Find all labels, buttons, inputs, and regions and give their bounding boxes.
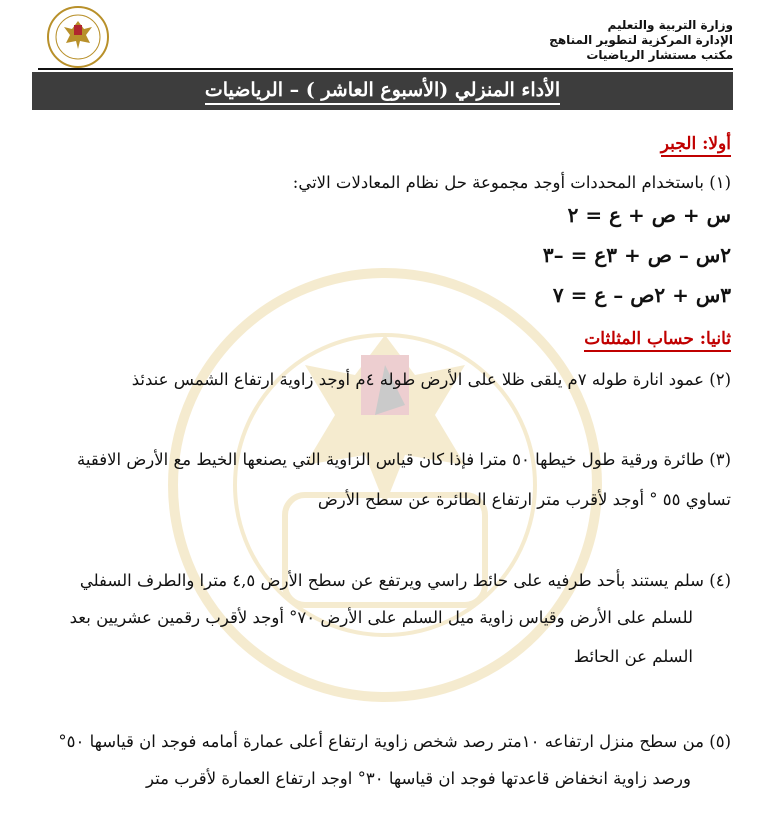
page-title: الأداء المنزلي (الأسبوع العاشر ) – الرياضيات	[205, 78, 560, 105]
question-2: (٢) عمود انارة طوله ٧م يلقى ظلا على الأرض طوله ٤م أوجد زاوية ارتفاع الشمس عندئذ	[131, 370, 731, 389]
question-5-line-1: (٥) من سطح منزل ارتفاعه ١٠متر رصد شخص زاوية ارتفاع أعلى عمارة أمامه فوجد ان قياسها ٥٠°	[58, 732, 731, 751]
header-rule	[38, 68, 733, 70]
section-heading-trigonometry: ثانيا: حساب المثلثات	[584, 328, 731, 352]
title-bar	[32, 72, 733, 110]
question-3-line-1: (٣) طائرة ورقية طول خيطها ٥٠ مترا فإذا كان قياس الزاوية التي يصنعها الخيط مع الأرض الافقية	[77, 450, 731, 469]
question-4-line-3: السلم عن الحائط	[573, 647, 693, 666]
ministry-name: وزارة التربية والتعليم	[607, 18, 733, 32]
ministry-seal-icon	[40, 5, 116, 69]
equation-1: س + ص + ع = ٢	[567, 203, 731, 227]
question-3-line-2: تساوي ٥٥ ° أوجد لأقرب متر ارتفاع الطائرة عن سطح الأرض	[317, 490, 731, 509]
department-name: الإدارة المركزية لتطوير المناهج	[549, 33, 733, 47]
section-heading-algebra: أولا: الجبر	[661, 133, 731, 157]
question-5-line-2: ورصد زاوية انخفاض قاعدتها فوجد ان قياسها ٣٠° اوجد ارتفاع العمارة لأقرب متر	[146, 769, 691, 788]
ministry-header	[549, 18, 733, 63]
eagle-watermark-icon	[165, 265, 605, 705]
office-name: مكتب مستشار الرياضيات	[586, 48, 733, 62]
question-4-line-1: (٤) سلم يستند بأحد طرفيه على حائط راسي ويرتفع عن سطح الأرض ٤,٥ مترا والطرف السفلي	[79, 571, 731, 590]
question-1: (١) باستخدام المحددات أوجد مجموعة حل نظام المعادلات الاتي:	[292, 173, 731, 192]
equation-3: ٣س + ٢ص – ع = ٧	[552, 283, 731, 307]
equation-2: ٢س – ص + ٣ع = –٣	[542, 243, 731, 267]
question-4-line-2: للسلم على الأرض وقياس زاوية ميل السلم على الأرض ٧٠° أوجد لأقرب رقمين عشريين بعد	[69, 608, 693, 627]
